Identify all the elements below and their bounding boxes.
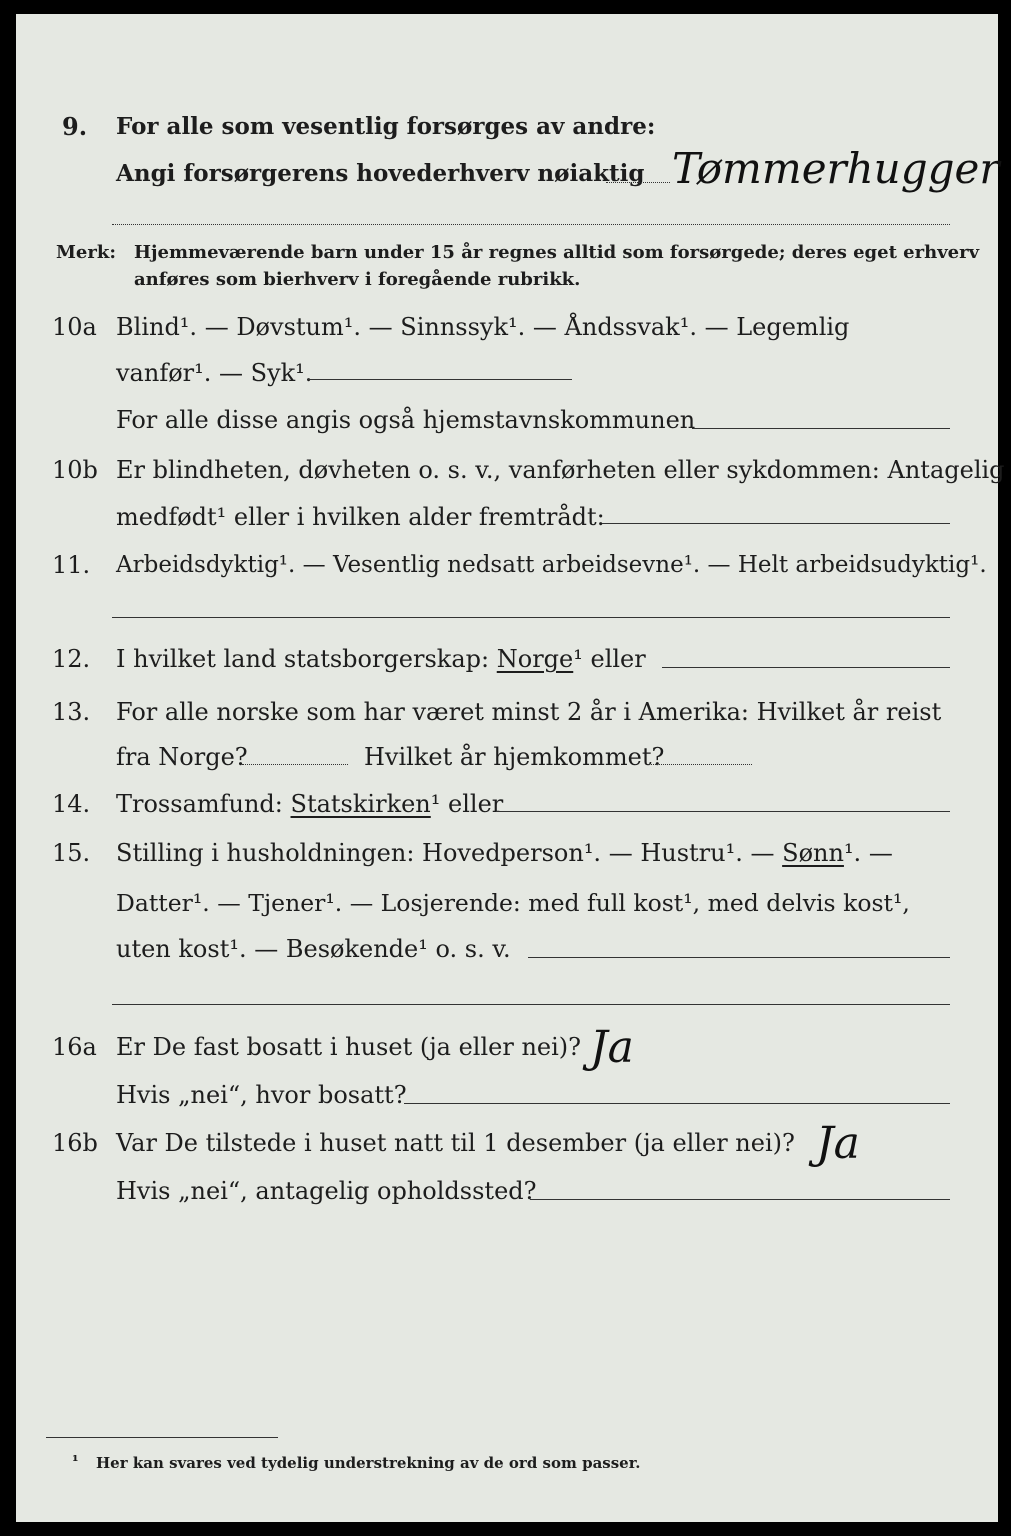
q10a-line1: Blind¹. — Døvstum¹. — Sinnssyk¹. — Åndssvak¹. — Legemlig xyxy=(116,313,850,341)
q12-answer-line xyxy=(662,667,950,668)
q16b-number: 16b xyxy=(52,1129,98,1157)
q15-extra-line xyxy=(112,1004,950,1005)
q14-suffix: ¹ eller xyxy=(430,790,504,818)
q15-answer-line xyxy=(528,957,950,958)
q16b-line2: Hvis „nei“, antagelig opholdssted? xyxy=(116,1177,537,1205)
q15-line2: Datter¹. — Tjener¹. — Losjerende: med full kost¹, med delvis kost¹, xyxy=(116,889,910,917)
q11-number: 11. xyxy=(52,551,91,579)
merk-label: Merk: xyxy=(56,242,116,263)
q16b-line1: Var De tilstede i huset natt til 1 desember (ja eller nei)? xyxy=(116,1129,795,1157)
q12-text xyxy=(116,644,646,674)
q16b-handwritten-answer: Ja xyxy=(816,1118,860,1169)
q15-line1 xyxy=(116,838,893,868)
q15-underlined-sonn: Sønn xyxy=(782,839,844,867)
q12-suffix: ¹ eller xyxy=(573,645,646,673)
q10a-line2: vanfør¹. — Syk¹. xyxy=(116,359,313,387)
merk-line1: Hjemmeværende barn under 15 år regnes alltid som forsørgede; deres eget erhverv xyxy=(134,242,980,263)
q9-handwritten-answer: Tømmerhugger xyxy=(672,144,1000,193)
q14-prefix: Trossamfund: xyxy=(116,790,283,818)
q10b-answer-line xyxy=(602,523,950,524)
q12-number: 12. xyxy=(52,645,91,673)
q9-line2: Angi forsørgerens hovederhverv nøiaktig xyxy=(116,160,645,187)
q10a-number: 10a xyxy=(52,313,97,341)
q10a-hometown-line xyxy=(692,428,950,429)
census-form-page xyxy=(16,14,1005,1522)
q16b-answer-line xyxy=(530,1199,950,1200)
q11-answer-line xyxy=(112,617,950,618)
footnote-mark: ¹ xyxy=(72,1452,79,1470)
q9-dotted-line xyxy=(606,182,670,183)
q16a-line2: Hvis „nei“, hvor bosatt? xyxy=(116,1081,407,1109)
q16a-answer-line xyxy=(404,1103,950,1104)
q9-extra-line xyxy=(112,224,950,225)
q13-line2a: fra Norge? xyxy=(116,743,248,771)
q10b-line1: Er blindheten, døvheten o. s. v., vanførheten eller sykdommen: Antagelig xyxy=(116,456,1005,484)
q13-number: 13. xyxy=(52,698,91,726)
q9-number: 9. xyxy=(62,112,88,141)
q14-number: 14. xyxy=(52,790,91,818)
footnote-rule xyxy=(46,1437,278,1438)
q13-year-left-line xyxy=(242,764,348,765)
q10b-line2: medfødt¹ eller i hvilken alder fremtrådt: xyxy=(116,503,605,531)
q12-underlined-norge: Norge xyxy=(496,645,574,673)
q15-number: 15. xyxy=(52,839,91,867)
q13-year-returned-line xyxy=(648,764,752,765)
q14-answer-line xyxy=(496,811,950,812)
q13-line1: For alle norske som har været minst 2 år i Amerika: Hvilket år reist xyxy=(116,698,942,726)
q13-line2b: Hvilket år hjemkommet? xyxy=(364,743,665,771)
q14-text xyxy=(116,789,503,819)
q9-line1: For alle som vesentlig forsørges av andre: xyxy=(116,113,656,140)
q10b-number: 10b xyxy=(52,456,98,484)
merk-line2: anføres som bierhverv i foregående rubrikk. xyxy=(134,269,581,290)
q14-underlined-statskirken: Statskirken xyxy=(290,790,431,818)
q15-line1b: ¹. — xyxy=(843,839,893,867)
q16a-handwritten-answer: Ja xyxy=(590,1022,634,1073)
q10a-answer-line xyxy=(308,379,572,380)
q15-line3: uten kost¹. — Besøkende¹ o. s. v. xyxy=(116,935,511,963)
footnote-text: Her kan svares ved tydelig understrekning av de ord som passer. xyxy=(96,1454,641,1472)
q12-prefix: I hvilket land statsborgerskap: xyxy=(116,645,490,673)
q15-line1a: Stilling i husholdningen: Hovedperson¹. — Hustru¹. — xyxy=(116,839,775,867)
q10a-line3: For alle disse angis også hjemstavnskommunen xyxy=(116,406,696,434)
q16a-line1: Er De fast bosatt i huset (ja eller nei)? xyxy=(116,1033,582,1061)
q11-line1: Arbeidsdyktig¹. — Vesentlig nedsatt arbeidsevne¹. — Helt arbeidsudyktig¹. xyxy=(116,552,987,578)
q16a-number: 16a xyxy=(52,1033,97,1061)
